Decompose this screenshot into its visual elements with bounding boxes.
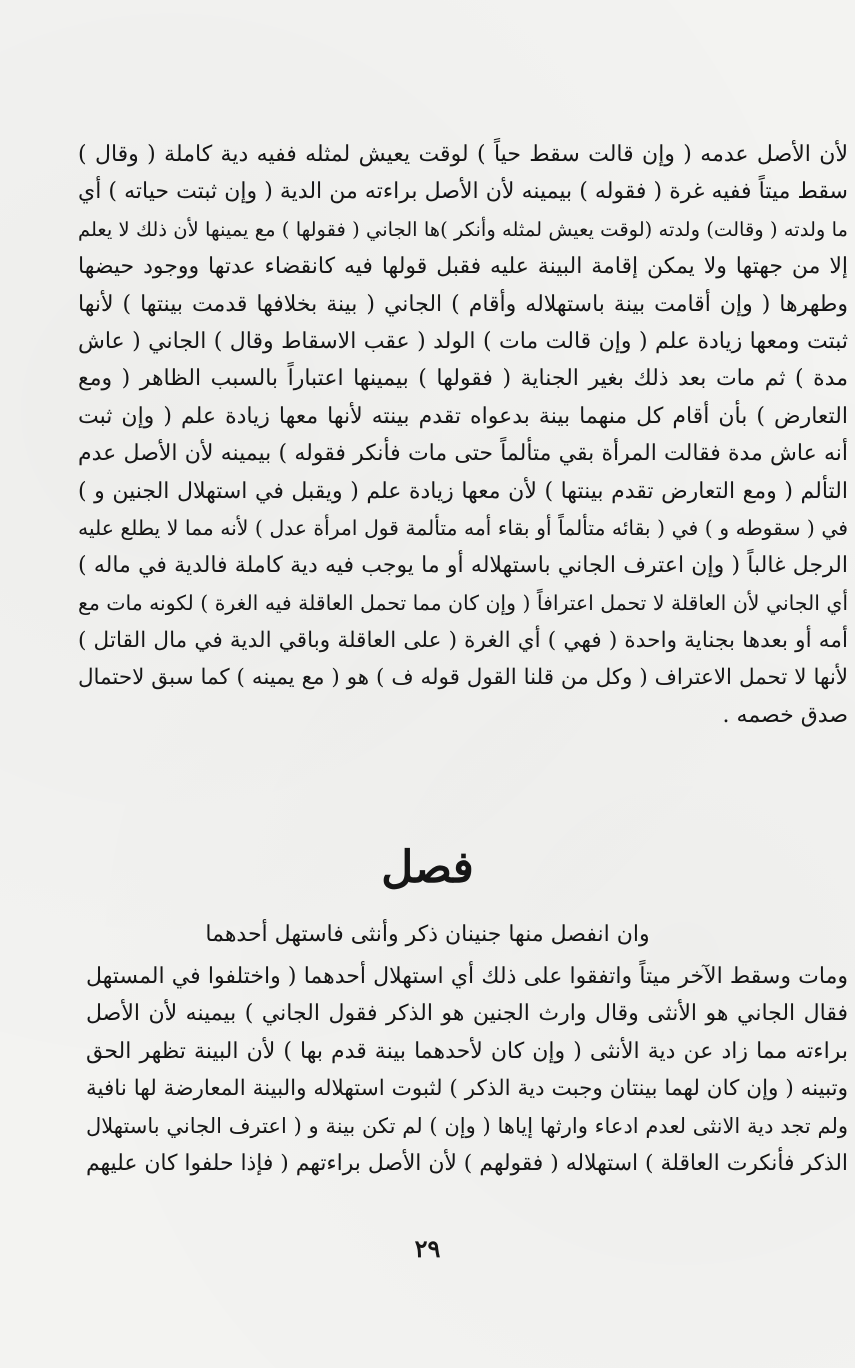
text-line: أنه عاش مدة فقالت المرأة بقي متألماً حتى مات فأنكر فقوله ) بيمينه لأن الأصل عدم xyxy=(78,441,848,467)
text-line: الرجل غالباً ( وإن اعترف الجاني باستهلاله أو ما يوجب فيه دية كاملة فالدية في ماله ) xyxy=(78,553,848,579)
text-line: إلا من جهتها ولا يمكن إقامة البينة عليه فقبل قولها فيه كانقضاء عدتها ووجود حيضها xyxy=(78,254,848,280)
text-line: وطهرها ( وإن أقامت بينة باستهلاله وأقام ) الجاني ( بينة بخلافها قدمت بينتها ) لأنها xyxy=(78,291,848,317)
section-paragraph xyxy=(86,958,848,1182)
text-line: أمه أو بعدها بجناية واحدة ( فهي ) أي الغرة ( على العاقلة وباقي الدية في مال القاتل ) xyxy=(78,628,848,654)
text-line: براءته مما زاد عن دية الأنثى ( وإن كان لأحدهما بينة قدم بها ) لأن البينة تظهر الحق xyxy=(86,1038,848,1064)
text-line: ما ولدته ( وقالت) ولدته (لوقت يعيش لمثله وأنكر )ها الجاني ( فقولها ) مع يمينها لأن ذلك لا يعلم xyxy=(78,217,848,241)
text-line: ومات وسقط الآخر ميتاً واتفقوا على ذلك أي استهلال أحدهما ( واختلفوا في المستهل xyxy=(86,964,848,989)
text-line: الذكر فأنكرت العاقلة ) استهلاله ( فقولهم ) لأن الأصل براءتهم ( فإذا حلفوا كان عليهم xyxy=(86,1150,848,1176)
text-line: لأن الأصل عدمه ( وإن قالت سقط حياً ) لوقت يعيش لمثله ففيه دية كاملة ( وقال ) xyxy=(78,142,848,167)
text-line: ولم تجد دية الانثى لعدم ادعاء وارثها إياها ( وإن ) لم تكن بينة و ( اعترف الجاني باستهلال xyxy=(86,1113,848,1138)
text-line: فقال الجاني هو الأنثى وقال وارث الجنين هو الذكر فقول الجاني ) بيمينه لأن الأصل xyxy=(86,1001,848,1027)
page-number: ٢٩ xyxy=(414,1234,441,1263)
section-subheading: وان انفصل منها جنينان ذكر وأنثى فاستهل أحدهما xyxy=(205,922,650,947)
text-line: صدق خصمه . xyxy=(722,702,848,728)
text-line: لأنها لا تحمل الاعتراف ( وكل من قلنا القول قوله ف ) هو ( مع يمينه ) كما سبق لاحتمال xyxy=(78,665,848,691)
text-line: التألم ( ومع التعارض تقدم بينتها ) لأن معها زيادة علم ( ويقبل في استهلال الجنين و ) xyxy=(78,478,848,504)
text-line: سقط ميتاً ففيه غرة ( فقوله ) بيمينه لأن الأصل براءته من الدية ( وإن ثبتت حياته ) أي xyxy=(78,179,848,205)
text-line: التعارض ) بأن أقام كل منهما بينة بدعواه تقدم بينته لأنها معها زيادة علم ( وإن ثبت xyxy=(78,403,848,429)
section-heading: فصل xyxy=(381,842,474,893)
text-line: ثبتت ومعها زيادة علم ( وإن قالت مات ) الولد ( عقب الاسقاط وقال ) الجاني ( عاش xyxy=(78,328,848,354)
text-line: وتبينه ( وإن كان لهما بينتان وجبت دية الذكر ) لثبوت استهلاله والبينة المعارضة لها نافية xyxy=(86,1076,848,1102)
text-line: أي الجاني لأن العاقلة لا تحمل اعترافاً ( وإن كان مما تحمل العاقلة فيه الغرة ) لكونه مات مع xyxy=(78,590,848,615)
main-paragraph xyxy=(78,136,848,734)
text-line: في ( سقوطه و ) في ( بقائه متألماً أو بقاء أمه متألمة قول امرأة عدل ) لأنه مما لا يطلع عليه xyxy=(78,515,848,540)
text-line: مدة ) ثم مات بعد ذلك بغير الجناية ( فقولها ) بيمينها اعتباراً بالسبب الظاهر ( ومع xyxy=(78,366,848,392)
